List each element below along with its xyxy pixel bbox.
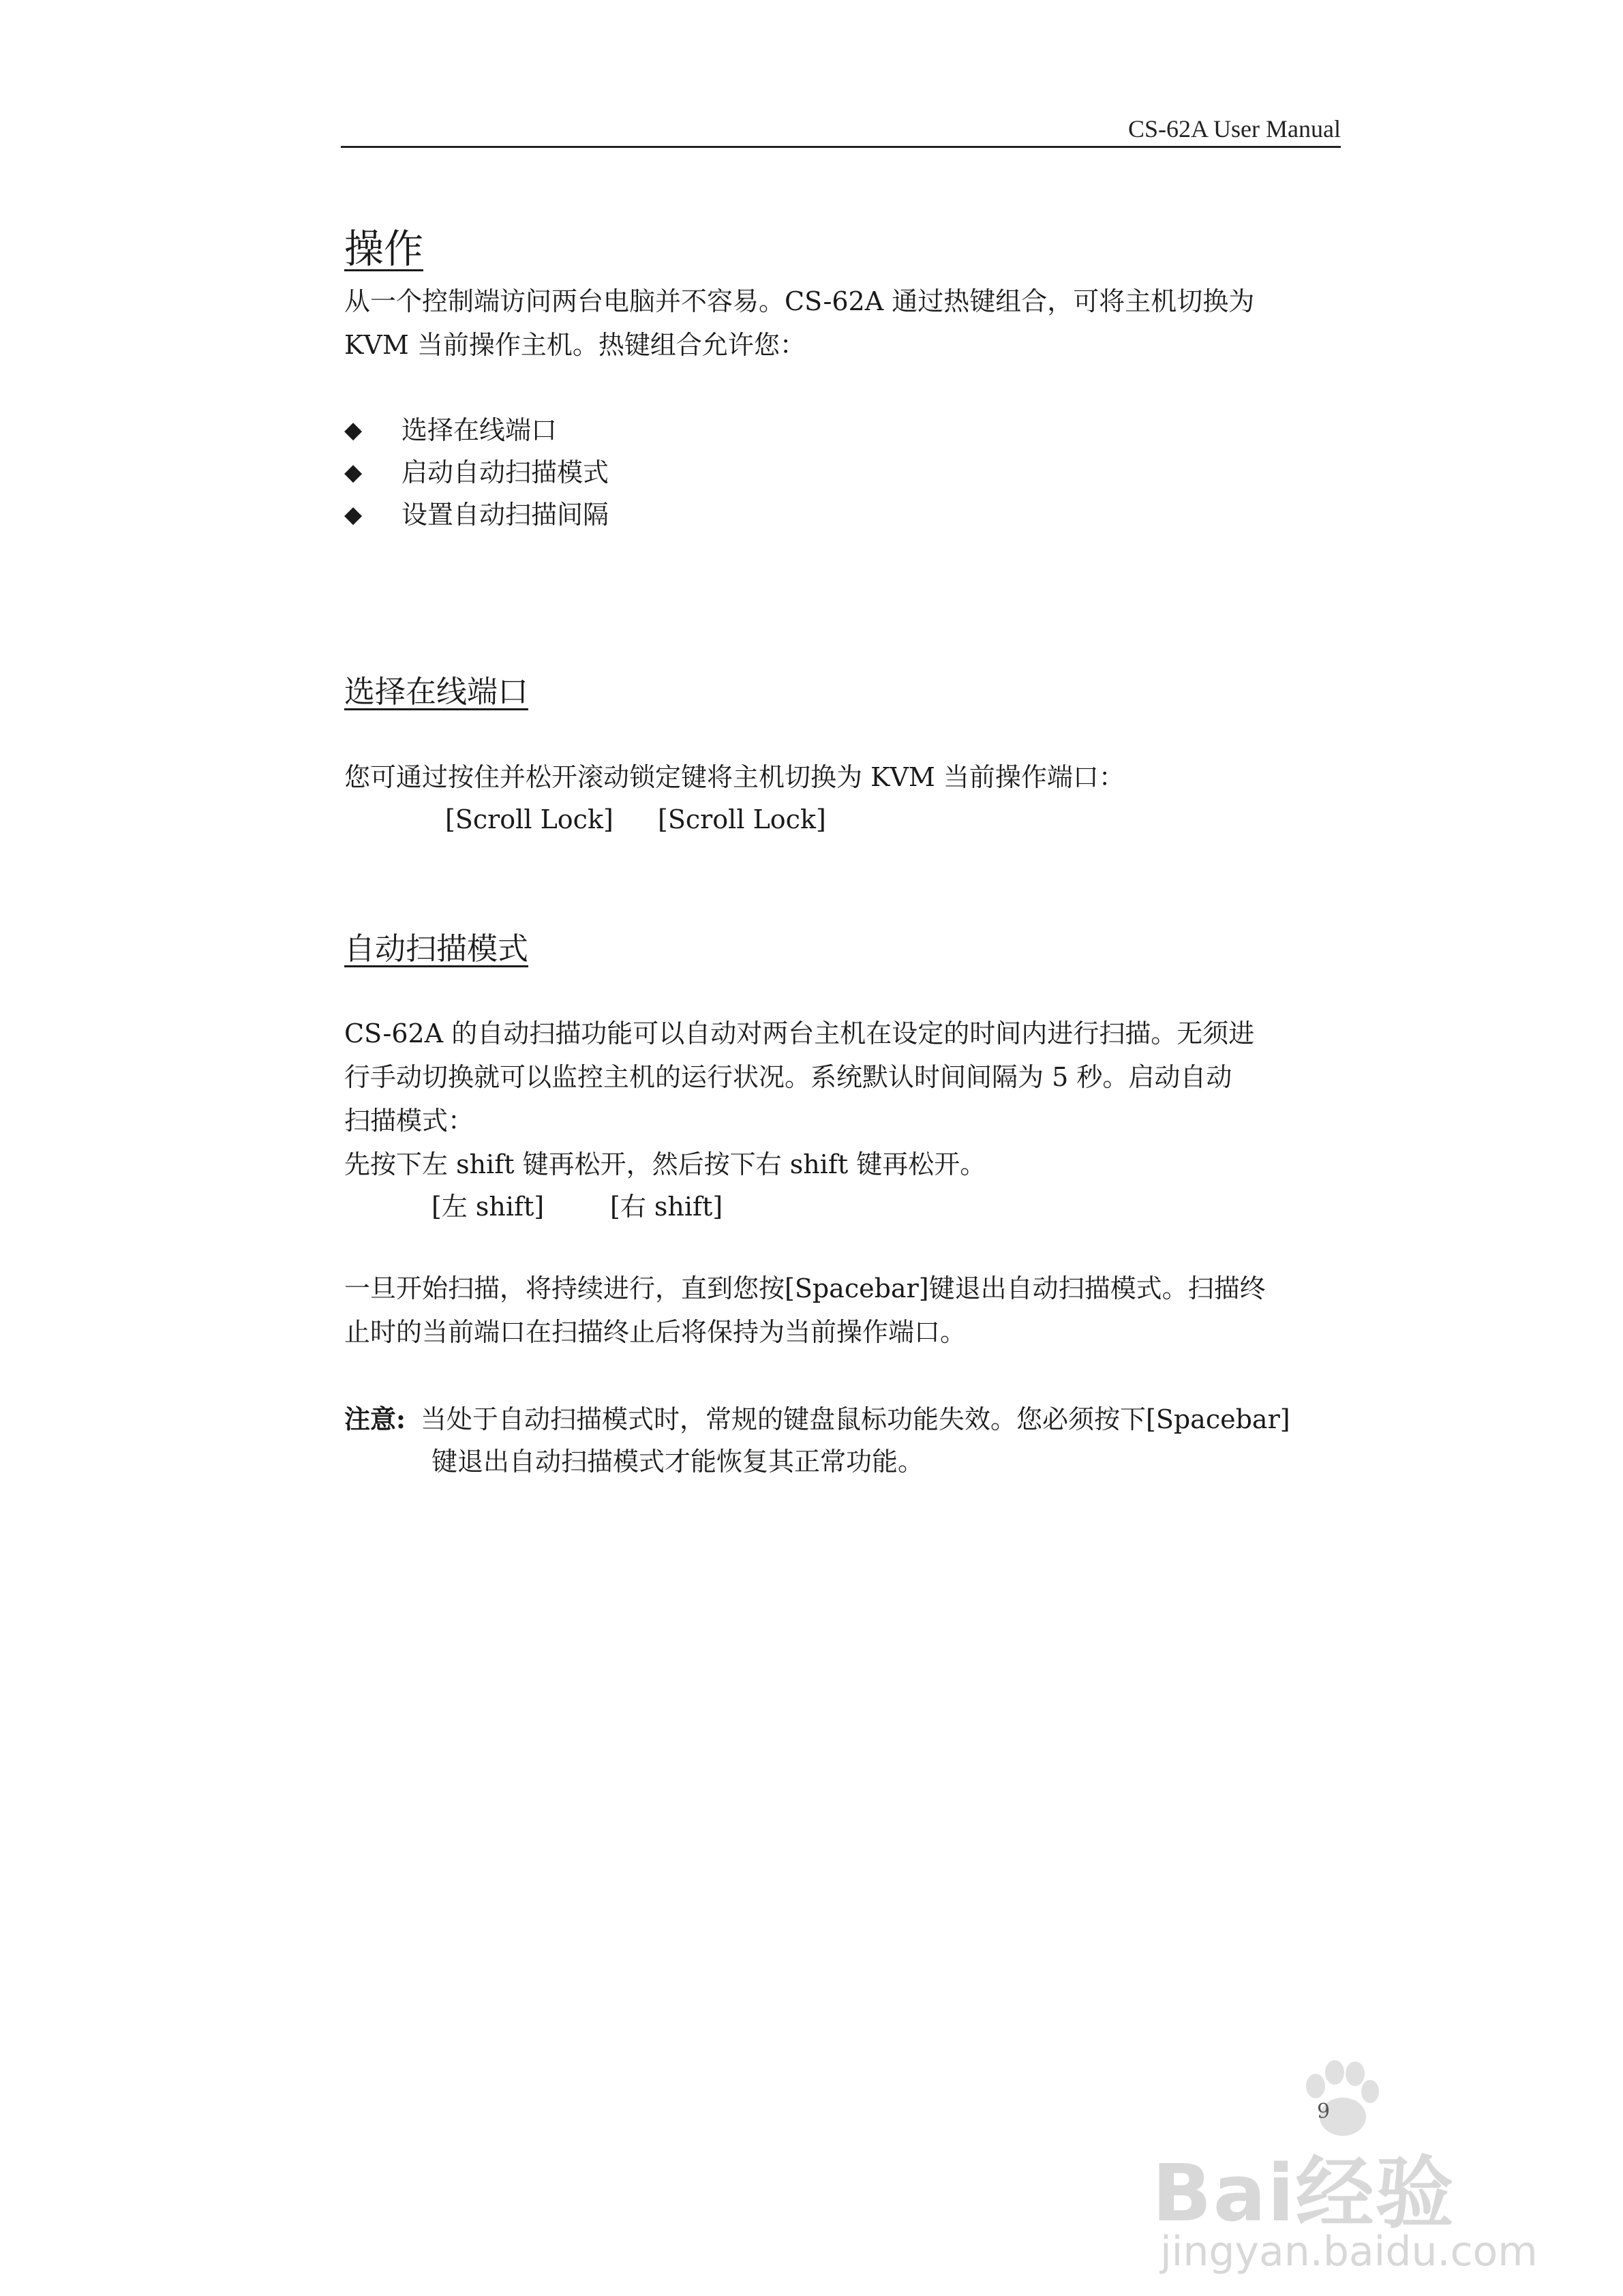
autoscan-para2-line-2: 止时的当前端口在扫描终止后将保持为当前操作端口。 (344, 1317, 967, 1347)
diamond-bullet-icon: ◆ (344, 459, 363, 486)
list-item-label: 选择在线端口 (401, 415, 558, 445)
header-rule (341, 146, 1341, 148)
note-line-2: 键退出自动扫描模式才能恢复其正常功能。 (431, 1447, 924, 1477)
list-item (344, 451, 609, 494)
diamond-bullet-icon: ◆ (344, 417, 363, 444)
scroll-lock-key-2: [Scroll Lock] (658, 804, 826, 834)
autoscan-para2-line-1: 一旦开始扫描，将持续进行，直到您按[Spacebar]键退出自动扫描模式。扫描终 (344, 1273, 1266, 1303)
right-shift-key: [右 shift] (610, 1192, 723, 1222)
watermark-logo-text: Bai经验 (1152, 2148, 1455, 2239)
header-title: CS-62A User Manual (1128, 115, 1341, 142)
autoscan-line-1: CS-62A 的自动扫描功能可以自动对两台主机在设定的时间内进行扫描。无须进 (344, 1018, 1255, 1048)
page-number: 9 (1317, 2100, 1331, 2124)
autoscan-line-3: 扫描模式： (344, 1106, 474, 1136)
diamond-bullet-icon: ◆ (344, 501, 363, 528)
left-shift-key: [左 shift] (431, 1192, 545, 1222)
baidu-watermark (1152, 2059, 1538, 2284)
list-item-label: 设置自动扫描间隔 (401, 500, 609, 530)
list-item (344, 409, 609, 451)
select-port-text: 您可通过按住并松开滚动锁定键将主机切换为 KVM 当前操作端口： (344, 762, 1125, 792)
list-item-label: 启动自动扫描模式 (401, 457, 609, 487)
paw-logo-icon (1295, 2059, 1384, 2141)
intro-line-2: KVM 当前操作主机。热键组合允许您： (344, 330, 806, 360)
intro-line-1: 从一个控制端访问两台电脑并不容易。CS-62A 通过热键组合，可将主机切换为 (344, 286, 1255, 316)
hotkey-feature-list (344, 409, 609, 536)
list-item (344, 494, 609, 536)
section-title-operation: 操作 (344, 226, 424, 272)
section-title-select-port: 选择在线端口 (344, 674, 529, 710)
section-title-autoscan: 自动扫描模式 (344, 931, 529, 967)
scroll-lock-key-1: [Scroll Lock] (445, 804, 613, 834)
autoscan-line-2: 行手动切换就可以监控主机的运行状况。系统默认时间间隔为 5 秒。启动自动 (344, 1062, 1232, 1092)
autoscan-line-4: 先按下左 shift 键再松开，然后按下右 shift 键再松开。 (344, 1149, 986, 1179)
note-label: 注意: (344, 1404, 406, 1434)
watermark-url: jingyan.baidu.com (1160, 2228, 1538, 2276)
note-line-1: 当处于自动扫描模式时，常规的键盘鼠标功能失效。您必须按下[Spacebar] (421, 1404, 1290, 1434)
